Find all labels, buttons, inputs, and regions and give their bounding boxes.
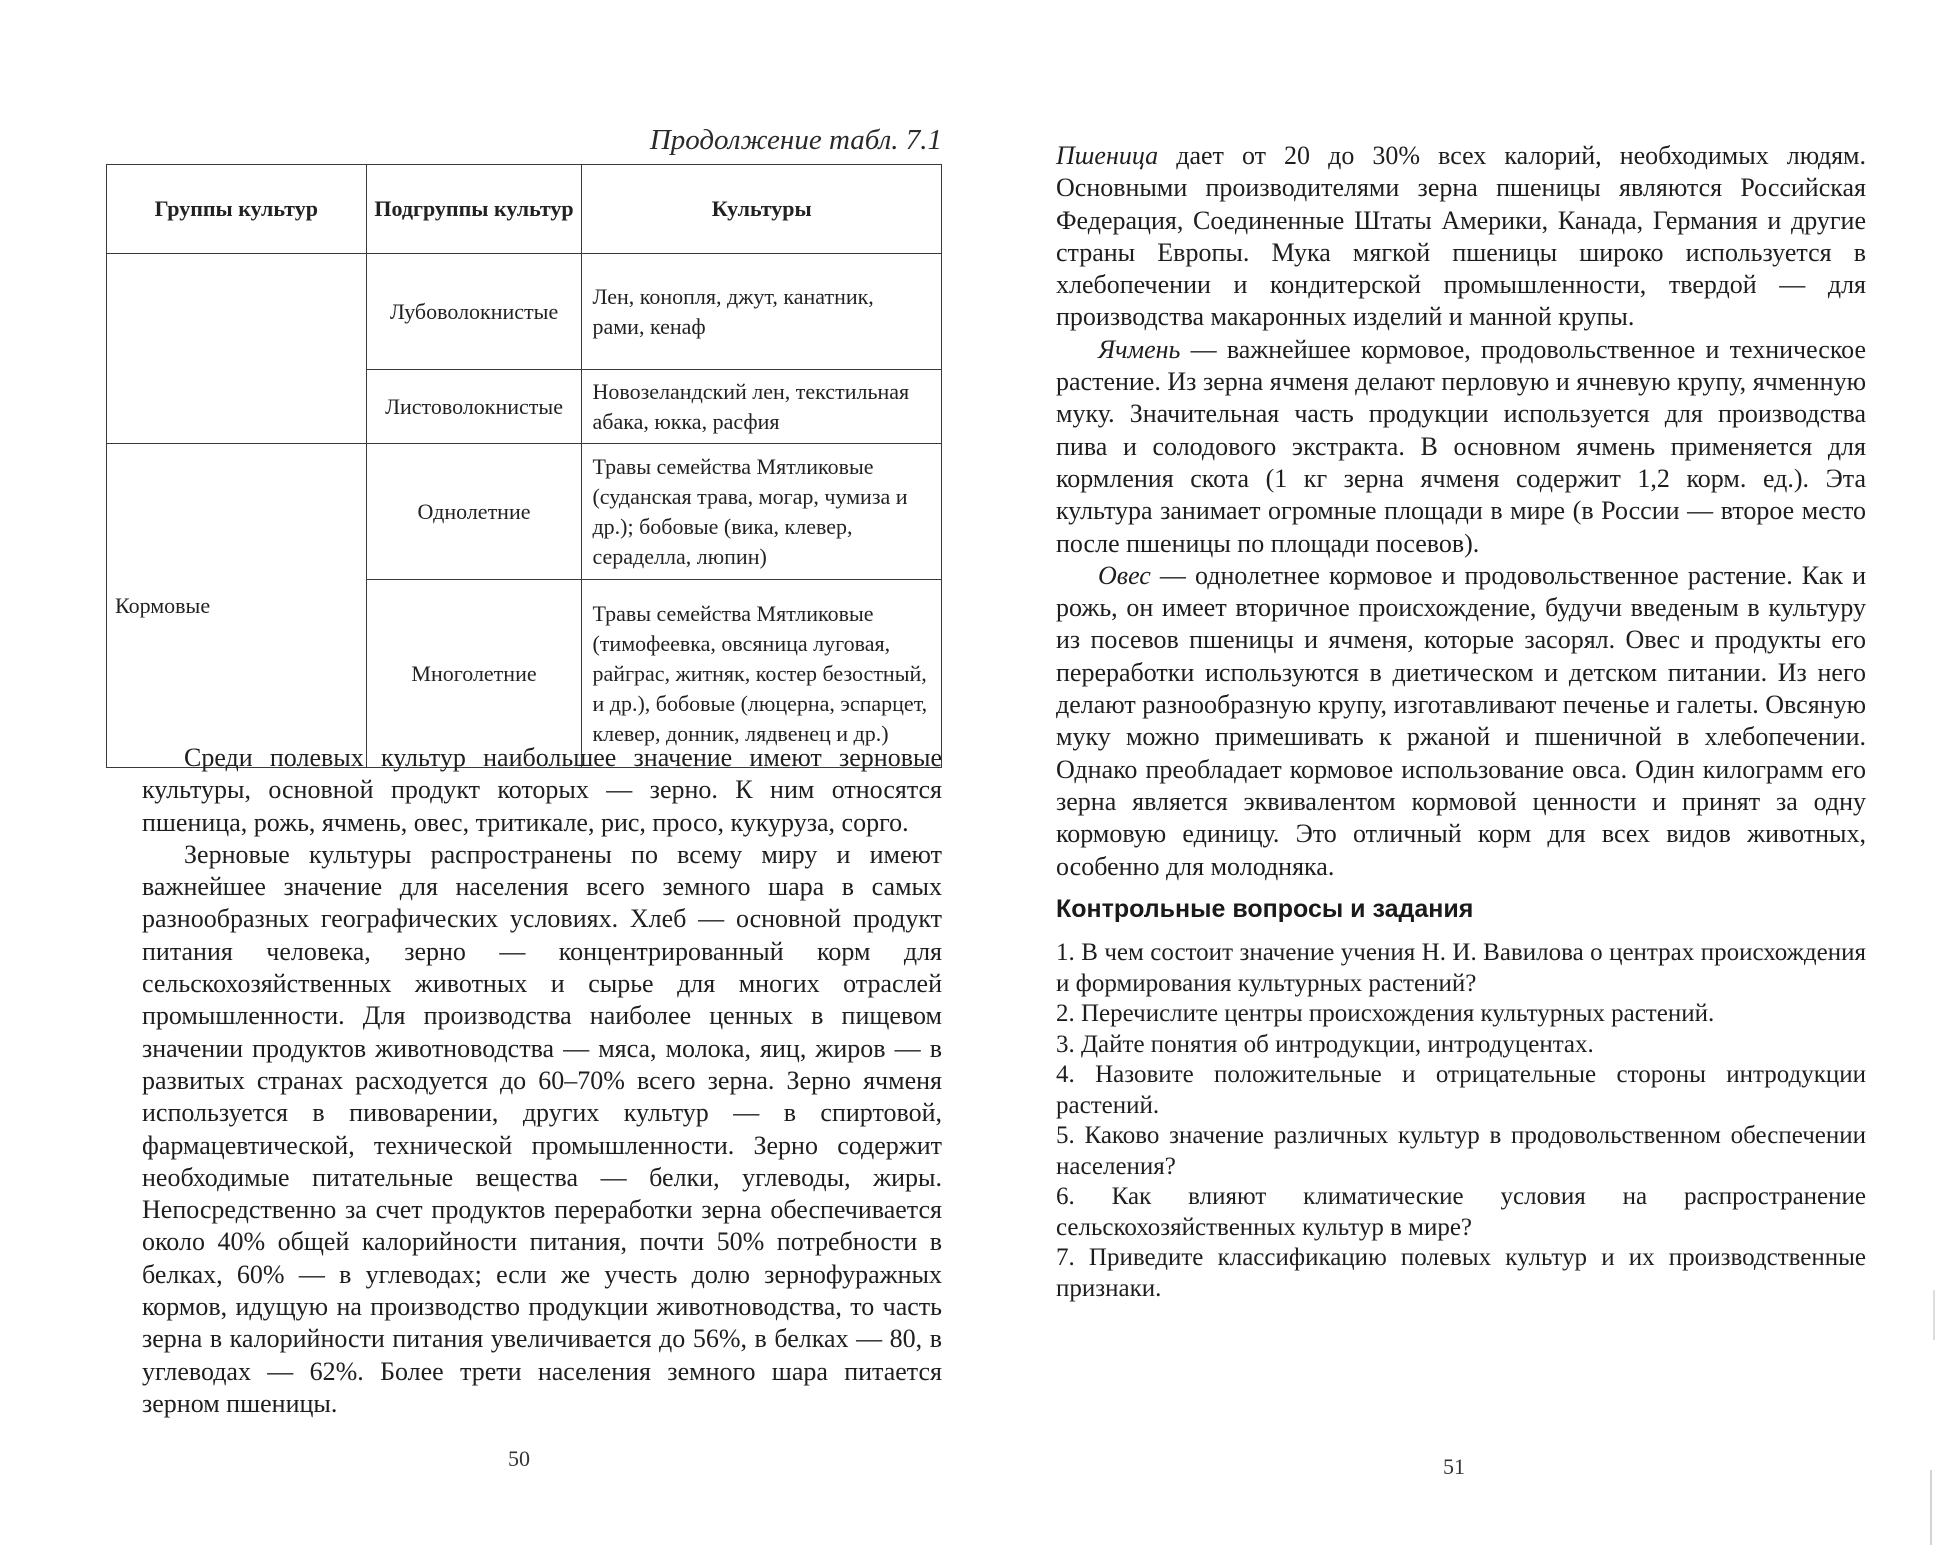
table-cell-crops: Лен, конопля, джут, канатник, рами, кенаф — [582, 254, 942, 370]
table-cell-subgroup: Листоволокнистые — [366, 370, 582, 444]
table-cell-subgroup: Однолетние — [366, 444, 582, 580]
left-body-text — [142, 742, 942, 1420]
paragraph-barley — [1056, 334, 1866, 560]
question-item: 7. Приведите классификацию полевых культур и их производственные признаки. — [1056, 1244, 1866, 1302]
right-body-text — [1056, 140, 1866, 883]
paragraph-text: дает от 20 до 30% всех калорий, необходимых людям. Основными производителями зерна пшеницы являются Российская Федерация, Соединенные Штаты Америки, Канада, Германия и другие страны Европы. Мука мягкой пшеницы широко используется в хлебопечении и кондитерской промышленности, твердой — для производства макаронных изделий и манной крупы. — [1056, 141, 1866, 332]
page-number: 51 — [1443, 1454, 1465, 1479]
question-item: 4. Назовите положительные и отрицательные стороны интродукции растений. — [1056, 1061, 1866, 1119]
questions-list — [1056, 938, 1866, 1304]
table-header-cell: Подгруппы культур — [366, 165, 582, 254]
table-row — [107, 444, 942, 580]
question-item: 2. Перечислите центры происхождения культурных растений. — [1056, 1000, 1715, 1027]
table-cell-group: Кормовые — [107, 444, 367, 768]
table-caption: Продолжение табл. 7.1 — [649, 124, 942, 156]
paragraph: Среди полевых культур наибольшее значение имеют зерновые культуры, основной продукт которых — зерно. К ним относятся пшеница, рожь, ячмень, овес, тритикале, рис, просо, кукуруза, сорго. — [142, 743, 942, 837]
question-item: 3. Дайте понятия об интродукции, интродуцентах. — [1056, 1030, 1594, 1058]
left-page — [0, 0, 960, 1550]
table-header-cell: Группы культур — [107, 165, 367, 254]
table-cell-empty-group — [107, 254, 367, 444]
question-item: 1. В чем состоит значение учения Н. И. Вавилова о центрах происхождения и формирования культурных растений? — [1056, 939, 1866, 997]
right-page — [980, 0, 1942, 1550]
paragraph-text: — важнейшее кормовое, продовольственное и техническое растение. Из зерна ячменя делают перловую и ячневую крупу, ячменную муку. Значительная часть продукции используется для производства пива и солодового экстракта. В основном ячмень применяется для кормления скота (1 кг зерна ячменя содержит 1,2 корм. ед.). Эта культура занимает огромные площади в мире (в России — второе место после пшеницы по площади посевов). — [1056, 334, 1866, 558]
term-wheat: Пшеница — [1056, 141, 1159, 170]
paragraph-text: — однолетнее кормовое и продовольственное растение. Как и рожь, он имеет вторичное происхождение, будучи введеным в культуру из посевов пшеницы и ячменя, которые засорял. Овес и продукты его переработки используются в диетическом и детском питании. Из него делают разнообразную крупу, изготавливают печенье и галеты. Овсяную муку можно примешивать к ржаной и пшеничной в хлебопечении. Однако преобладает кормовое использование овса. Один килограмм его зерна является эквивалентом кормовой ценности и принят за одну кормовую единицу. Это отличный корм для всех видов животных, особенно для молодняка. — [1056, 560, 1866, 881]
question-item: 6. Как влияют климатические условия на распространение сельскохозяйственных культур в мире? — [1056, 1183, 1866, 1241]
paragraph-wheat — [1056, 140, 1866, 334]
table-cell-subgroup: Многолетние — [366, 580, 582, 768]
term-oats: Овес — [1098, 560, 1151, 590]
paragraph-oats — [1056, 560, 1866, 883]
table-cell-crops: Новозеландский лен, текстильная абака, юкка, расфия — [582, 370, 942, 444]
table-row — [107, 254, 942, 370]
question-item: 5. Каково значение различных культур в продовольственном обеспечении населения? — [1056, 1122, 1866, 1180]
table-header-cell: Культуры — [582, 165, 942, 254]
paragraph: Зерновые культуры распространены по всему миру и имеют важнейшее значение для населения всего земного шара в самых разнообразных географических условиях. Хлеб — основной продукт питания человека, зерно — концентрированный корм для сельскохозяйственных животных и сырье для многих отраслей промышленности. Для производства наиболее ценных в пищевом значении продуктов животноводства — мяса, молока, яиц, жиров — в развитых странах расходуется до 60–70% всего зерна. Зерно ячменя используется в пивоварении, других культур — в спиртовой, фармацевтической, технической промышленности. Зерно содержит необходимые питательные вещества — белки, углеводы, жиры. Непосредственно за счет продуктов переработки зерна обеспечивается около 40% общей калорийности питания, почти 50% потребности в белках, 60% — в углеводах; если же учесть долю зернофуражных кормов, идущую на производство продукции животноводства, то часть зерна в калорийности питания увеличивается до 56%, в белках — 80, в углеводах — 62%. Более трети населения земного шара питается зерном пшеницы. — [142, 839, 942, 1418]
page-number: 50 — [508, 1446, 530, 1471]
table-cell-crops: Травы семейства Мятликовые (тимофеевка, овсяница луговая, райграс, житняк, костер безостный, и др.), бобовые (люцерна, эспарцет, клевер, донник, лядвенец и др.) — [582, 580, 942, 768]
table-cell-crops: Травы семейства Мятликовые (суданская трава, могар, чумиза и др.); бобовые (вика, клевер, сераделла, люпин) — [582, 444, 942, 580]
crops-table — [106, 164, 942, 768]
page-edge-marks — [1928, 0, 1938, 1550]
questions-heading: Контрольные вопросы и задания — [1056, 895, 1474, 923]
table-header-row — [107, 165, 942, 254]
table-cell-subgroup: Лубоволокнистые — [366, 254, 582, 370]
term-barley: Ячмень — [1098, 334, 1181, 364]
